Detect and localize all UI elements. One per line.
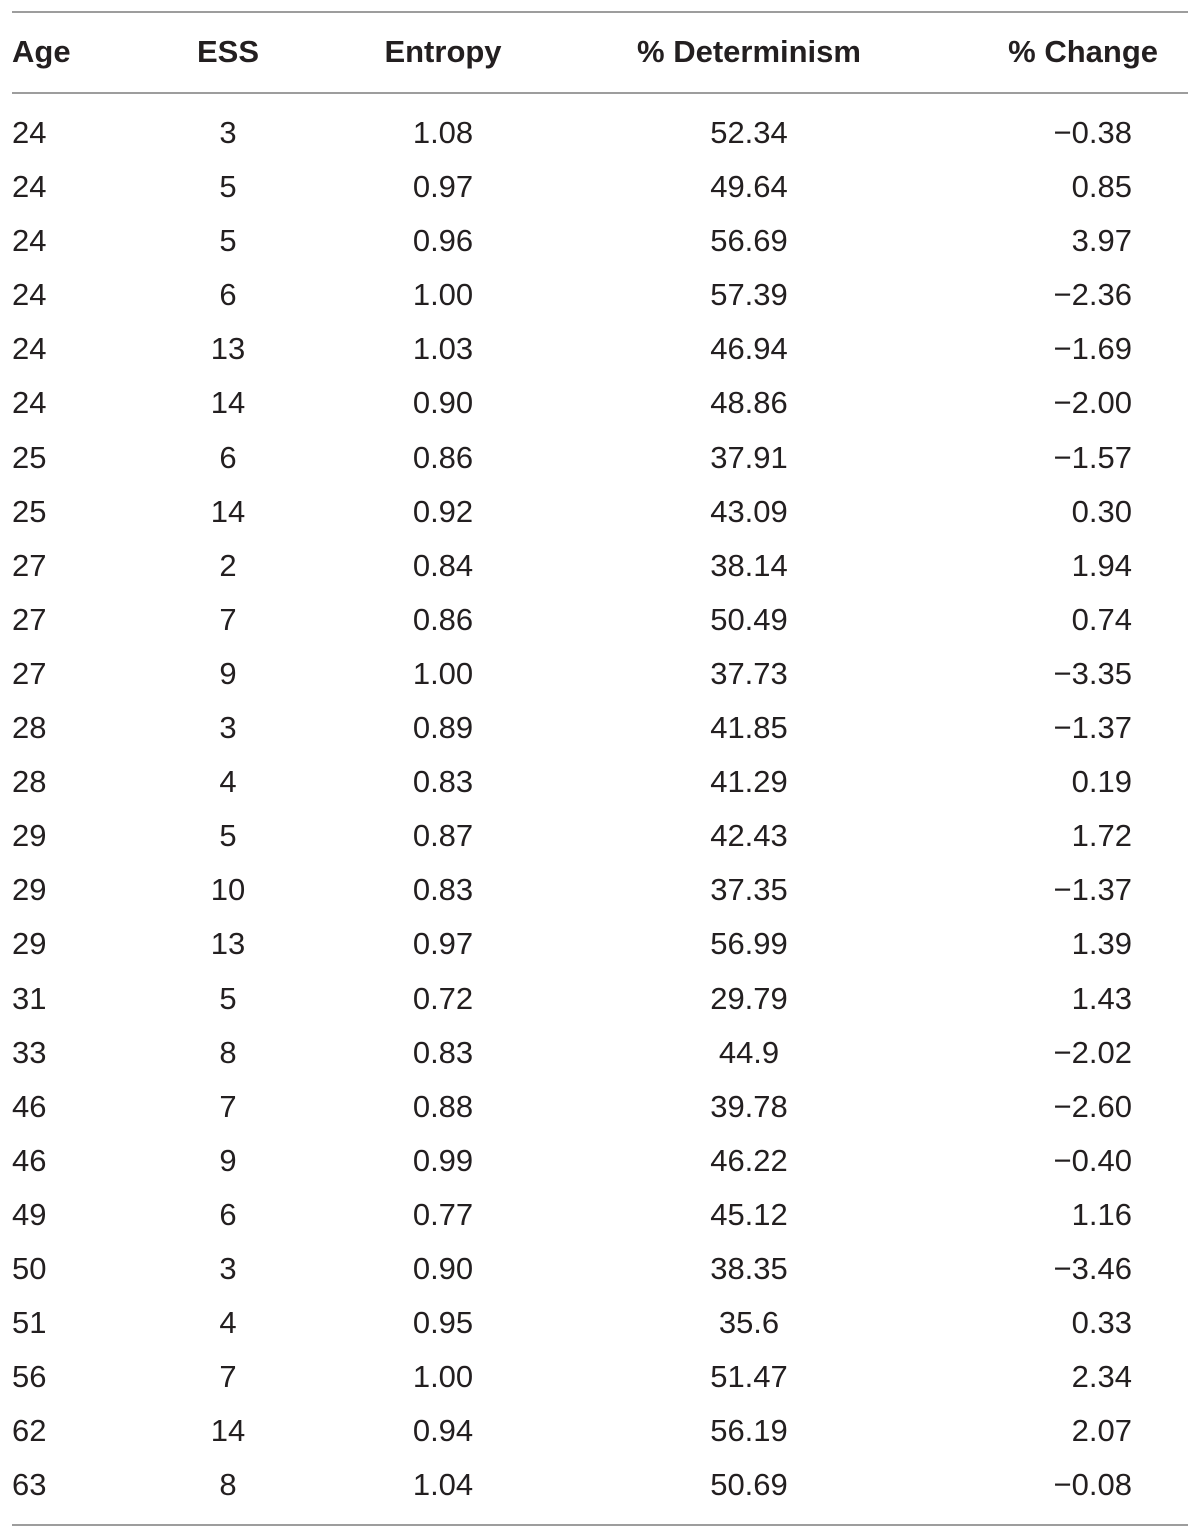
cell-ess: 3	[219, 710, 237, 746]
cell-determinism: 57.39	[710, 277, 788, 313]
cell-change: 0.33	[1071, 1305, 1132, 1341]
cell-age: 31	[12, 980, 47, 1016]
table-row	[0, 1458, 1200, 1512]
cell-ess: 5	[219, 169, 237, 205]
table-row	[0, 1404, 1200, 1458]
cell-age: 24	[12, 331, 47, 367]
cell-age: 33	[12, 1034, 47, 1070]
cell-age: 62	[12, 1413, 47, 1449]
table-row	[0, 485, 1200, 539]
cell-ess: 8	[219, 1034, 237, 1070]
cell-change: 1.16	[1071, 1196, 1132, 1232]
cell-entropy: 0.90	[412, 385, 474, 421]
cell-ess: 6	[219, 1196, 237, 1232]
cell-entropy: 0.83	[412, 872, 474, 908]
column-header-determinism: % Determinism	[637, 34, 861, 69]
table-row	[0, 376, 1200, 430]
table-row	[0, 214, 1200, 268]
cell-entropy: 0.88	[412, 1088, 474, 1124]
cell-age: 49	[12, 1196, 47, 1232]
cell-entropy: 0.99	[412, 1142, 474, 1178]
cell-change: −2.02	[1053, 1034, 1132, 1070]
table-row	[0, 1242, 1200, 1296]
cell-entropy: 1.00	[412, 655, 474, 691]
table-row	[0, 1188, 1200, 1242]
cell-ess: 5	[219, 818, 237, 854]
cell-change: −3.46	[1053, 1250, 1132, 1286]
cell-age: 63	[12, 1467, 47, 1503]
cell-entropy: 0.90	[412, 1250, 474, 1286]
cell-determinism: 48.86	[710, 385, 788, 421]
cell-determinism: 41.29	[710, 764, 788, 800]
cell-determinism: 56.69	[710, 223, 788, 259]
cell-determinism: 50.69	[710, 1467, 788, 1503]
cell-determinism: 56.19	[710, 1413, 788, 1449]
table-row	[0, 647, 1200, 701]
cell-entropy: 0.84	[412, 547, 474, 583]
column-header-ess: ESS	[196, 34, 260, 69]
cell-entropy: 0.77	[412, 1196, 474, 1232]
cell-age: 56	[12, 1359, 47, 1395]
cell-entropy: 0.86	[412, 601, 474, 637]
table-top-rule	[12, 11, 1188, 13]
cell-entropy: 1.00	[412, 277, 474, 313]
cell-ess: 6	[219, 277, 237, 313]
table-row	[0, 1026, 1200, 1080]
cell-ess: 13	[210, 331, 246, 367]
cell-age: 46	[12, 1142, 47, 1178]
cell-ess: 5	[219, 223, 237, 259]
cell-age: 25	[12, 439, 47, 475]
cell-ess: 4	[219, 764, 237, 800]
cell-age: 24	[12, 115, 47, 150]
cell-ess: 3	[219, 115, 237, 150]
table-row	[0, 431, 1200, 485]
cell-change: 2.34	[1071, 1359, 1132, 1395]
cell-age: 28	[12, 710, 47, 746]
cell-change: −2.00	[1053, 385, 1132, 421]
cell-determinism: 38.14	[710, 547, 788, 583]
cell-change: −1.57	[1053, 439, 1132, 475]
cell-determinism: 37.35	[710, 872, 788, 908]
cell-entropy: 0.97	[412, 169, 474, 205]
cell-change: −3.35	[1053, 655, 1132, 691]
cell-change: −1.37	[1053, 872, 1132, 908]
table-row	[0, 863, 1200, 917]
cell-change: −1.69	[1053, 331, 1132, 367]
cell-entropy: 1.08	[412, 115, 474, 150]
cell-age: 24	[12, 385, 47, 421]
column-header-age: Age	[12, 34, 71, 69]
cell-entropy: 0.89	[412, 710, 474, 746]
cell-change: 0.85	[1071, 169, 1132, 205]
cell-determinism: 45.12	[710, 1196, 788, 1232]
cell-determinism: 51.47	[710, 1359, 788, 1395]
cell-change: 3.97	[1071, 223, 1132, 259]
cell-age: 24	[12, 223, 47, 259]
cell-determinism: 42.43	[710, 818, 788, 854]
cell-age: 46	[12, 1088, 47, 1124]
cell-entropy: 1.04	[412, 1467, 474, 1503]
cell-ess: 10	[210, 872, 246, 908]
cell-age: 29	[12, 818, 47, 854]
cell-entropy: 0.83	[412, 764, 474, 800]
cell-ess: 6	[219, 439, 237, 475]
table-row	[0, 917, 1200, 971]
table-row	[0, 106, 1200, 160]
table-row	[0, 593, 1200, 647]
cell-determinism: 49.64	[710, 169, 788, 205]
cell-age: 29	[12, 926, 47, 962]
cell-entropy: 0.87	[412, 818, 474, 854]
cell-change: 0.74	[1071, 601, 1132, 637]
cell-ess: 7	[219, 601, 237, 637]
cell-ess: 13	[210, 926, 246, 962]
column-header-change: % Change	[1008, 34, 1158, 69]
cell-ess: 7	[219, 1359, 237, 1395]
cell-change: −0.08	[1053, 1467, 1132, 1503]
cell-age: 50	[12, 1250, 47, 1286]
table-row	[0, 809, 1200, 863]
cell-determinism: 38.35	[710, 1250, 788, 1286]
cell-age: 27	[12, 655, 47, 691]
cell-determinism: 41.85	[710, 710, 788, 746]
table-row	[0, 972, 1200, 1026]
cell-ess: 8	[219, 1467, 237, 1503]
table-body	[0, 106, 1200, 1512]
cell-change: 2.07	[1071, 1413, 1132, 1449]
cell-entropy: 1.03	[412, 331, 474, 367]
cell-entropy: 0.97	[412, 926, 474, 962]
cell-change: 0.30	[1071, 493, 1132, 529]
cell-determinism: 43.09	[710, 493, 788, 529]
cell-change: 1.43	[1071, 980, 1132, 1016]
cell-age: 51	[12, 1305, 47, 1341]
table-bottom-rule	[12, 1524, 1188, 1526]
cell-determinism: 35.6	[718, 1305, 780, 1341]
cell-entropy: 0.92	[412, 493, 474, 529]
cell-entropy: 0.83	[412, 1034, 474, 1070]
cell-change: −0.38	[1053, 115, 1132, 150]
cell-age: 29	[12, 872, 47, 908]
cell-age: 28	[12, 764, 47, 800]
cell-entropy: 0.86	[412, 439, 474, 475]
table-row	[0, 755, 1200, 809]
table-row	[0, 322, 1200, 376]
cell-ess: 4	[219, 1305, 237, 1341]
table-row	[0, 1080, 1200, 1134]
cell-determinism: 39.78	[710, 1088, 788, 1124]
table-header-row	[0, 22, 1200, 82]
table-row	[0, 160, 1200, 214]
cell-entropy: 1.00	[412, 1359, 474, 1395]
cell-entropy: 0.96	[412, 223, 474, 259]
cell-determinism: 50.49	[710, 601, 788, 637]
cell-change: 0.19	[1071, 764, 1132, 800]
cell-entropy: 0.72	[412, 980, 474, 1016]
cell-ess: 5	[219, 980, 237, 1016]
cell-change: −1.37	[1053, 710, 1132, 746]
cell-determinism: 44.9	[718, 1034, 780, 1070]
cell-determinism: 56.99	[710, 926, 788, 962]
cell-change: −0.40	[1053, 1142, 1132, 1178]
table-row	[0, 268, 1200, 322]
table-row	[0, 1350, 1200, 1404]
cell-ess: 14	[210, 385, 246, 421]
table-row	[0, 1296, 1200, 1350]
cell-ess: 3	[219, 1250, 237, 1286]
cell-age: 27	[12, 601, 47, 637]
cell-entropy: 0.95	[412, 1305, 474, 1341]
cell-ess: 2	[219, 547, 237, 583]
cell-age: 24	[12, 277, 47, 313]
cell-determinism: 46.94	[710, 331, 788, 367]
cell-age: 27	[12, 547, 47, 583]
table-row	[0, 1134, 1200, 1188]
column-header-entropy: Entropy	[384, 34, 502, 69]
cell-ess: 14	[210, 493, 246, 529]
cell-determinism: 29.79	[710, 980, 788, 1016]
cell-change: 1.72	[1071, 818, 1132, 854]
table-row	[0, 701, 1200, 755]
cell-change: −2.36	[1053, 277, 1132, 313]
cell-ess: 9	[219, 1142, 237, 1178]
table-header-rule	[12, 92, 1188, 94]
cell-change: −2.60	[1053, 1088, 1132, 1124]
table-row	[0, 539, 1200, 593]
cell-determinism: 37.73	[710, 655, 788, 691]
cell-determinism: 37.91	[710, 439, 788, 475]
cell-determinism: 46.22	[710, 1142, 788, 1178]
cell-determinism: 52.34	[710, 115, 788, 150]
cell-change: 1.39	[1071, 926, 1132, 962]
cell-ess: 14	[210, 1413, 246, 1449]
cell-change: 1.94	[1071, 547, 1132, 583]
cell-entropy: 0.94	[412, 1413, 474, 1449]
cell-age: 24	[12, 169, 47, 205]
cell-ess: 9	[219, 655, 237, 691]
cell-age: 25	[12, 493, 47, 529]
cell-ess: 7	[219, 1088, 237, 1124]
